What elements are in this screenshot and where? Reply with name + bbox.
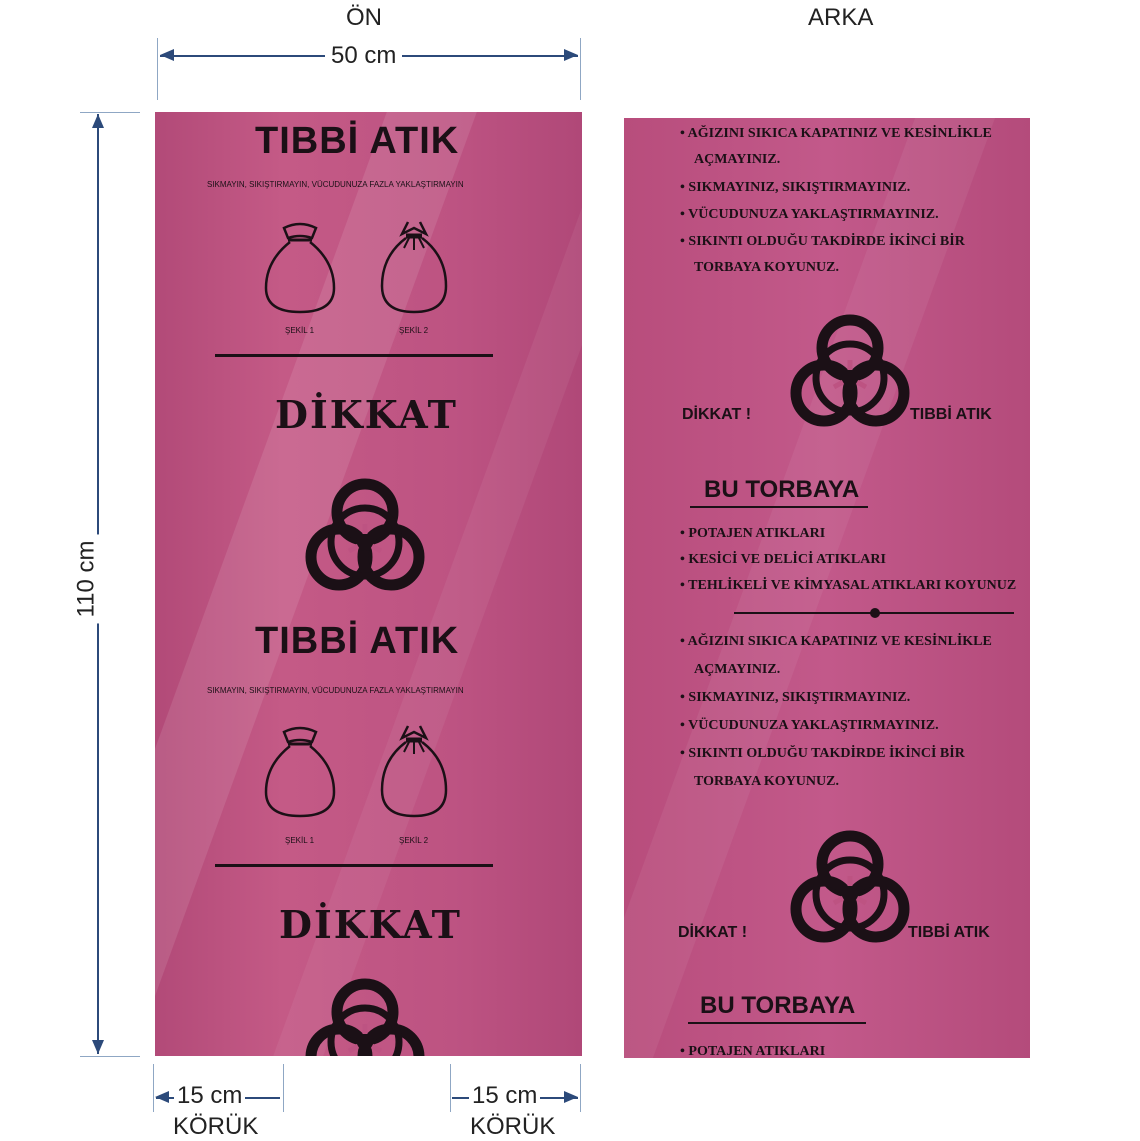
open-sack-icon	[255, 720, 345, 820]
gusset-right-label: 15 cm	[469, 1082, 540, 1110]
height-tick-top	[80, 112, 140, 113]
gusset-left-arrow-icon	[155, 1091, 169, 1103]
back-content: • KESİCİ VE DELİCİ ATIKLARI	[680, 552, 886, 567]
width-tick-left	[157, 38, 158, 100]
back-dikkat: DİKKAT !	[682, 406, 752, 423]
back-instruction: • VÜCUDUNUZA YAKLAŞTIRMAYINIZ.	[680, 718, 939, 733]
width-arrow-left-icon	[160, 49, 174, 61]
open-sack-icon	[255, 216, 345, 316]
front-title-top: TIBBİ ATIK	[255, 120, 460, 162]
biohazard-icon	[780, 824, 920, 954]
front-dikkat-2: DİKKAT	[279, 902, 462, 947]
height-arrow-up-icon	[92, 114, 104, 128]
front-bag	[155, 112, 582, 1056]
gusset-right-arrow-icon	[564, 1091, 578, 1103]
back-underline	[688, 1022, 866, 1024]
gusset-right-tick-b	[580, 1064, 581, 1112]
back-bag	[624, 118, 1030, 1058]
height-arrow-down-icon	[92, 1040, 104, 1054]
tied-sack-icon	[369, 720, 459, 820]
back-instruction: • VÜCUDUNUZA YAKLAŞTIRMAYINIZ.	[680, 207, 939, 222]
back-instruction: • SIKMAYINIZ, SIKIŞTIRMAYINIZ.	[680, 690, 911, 705]
back-instruction: • AĞIZINI SIKICA KAPATINIZ VE KESİNLİKLE	[680, 634, 992, 649]
back-instruction: • SIKINTI OLDUĞU TAKDİRDE İKİNCİ BİR	[680, 234, 965, 249]
gusset-left-tick-a	[153, 1064, 154, 1112]
width-tick-right	[580, 38, 581, 100]
front-sekil-3: ŞEKİL 1	[285, 836, 315, 845]
biohazard-icon	[295, 472, 435, 602]
back-instruction: AÇMAYINIZ.	[694, 662, 781, 677]
height-tick-bottom	[80, 1056, 140, 1057]
back-instruction: • SIKMAYINIZ, SIKIŞTIRMAYINIZ.	[680, 180, 911, 195]
height-label: 110 cm	[72, 535, 100, 624]
front-sekil-2: ŞEKİL 2	[399, 326, 429, 335]
korusk-left-label: KÖRÜK	[173, 1113, 259, 1140]
front-sekil-4: ŞEKİL 2	[399, 836, 429, 845]
back-underline	[690, 506, 868, 508]
front-title-mid: TIBBİ ATIK	[255, 620, 460, 662]
korusk-right-label: KÖRÜK	[470, 1113, 556, 1140]
back-content: • POTAJEN ATIKLARI	[680, 526, 826, 541]
gusset-left-label: 15 cm	[174, 1082, 245, 1110]
back-instruction: TORBAYA KOYUNUZ.	[694, 260, 839, 275]
gusset-left-tick-b	[283, 1064, 284, 1112]
width-arrow-right-icon	[564, 49, 578, 61]
front-divider	[215, 864, 493, 867]
back-tibbi-atik-2: TIBBİ ATIK	[908, 924, 990, 941]
back-bu-torbaya: BU TORBAYA	[704, 476, 860, 503]
front-dikkat-1: DİKKAT	[275, 392, 458, 437]
gusset-right-tick-a	[450, 1064, 451, 1112]
back-instruction: AÇMAYINIZ.	[694, 152, 781, 167]
back-instruction: • AĞIZINI SIKICA KAPATINIZ VE KESİNLİKLE	[680, 126, 992, 141]
front-heading: ÖN	[346, 4, 382, 31]
back-partial-line: • POTAJEN ATIKLARI	[680, 1044, 826, 1058]
back-tibbi-atik: TIBBİ ATIK	[910, 406, 992, 423]
biohazard-icon	[780, 308, 920, 438]
front-sekil-1: ŞEKİL 1	[285, 326, 315, 335]
front-warning-mid: SIKMAYIN, SIKIŞTIRMAYIN, VÜCUDUNUZA FAZLA YAKLAŞTIRMAYIN	[207, 686, 464, 695]
width-label: 50 cm	[325, 42, 402, 70]
back-instruction: TORBAYA KOYUNUZ.	[694, 774, 839, 789]
tied-sack-icon	[369, 216, 459, 316]
front-divider	[215, 354, 493, 357]
biohazard-icon	[295, 972, 435, 1056]
back-bu-torbaya-2: BU TORBAYA	[700, 992, 856, 1019]
divider-dot-icon	[870, 608, 880, 618]
back-instruction: • SIKINTI OLDUĞU TAKDİRDE İKİNCİ BİR	[680, 746, 965, 761]
back-heading: ARKA	[808, 4, 874, 31]
back-content: • TEHLİKELİ VE KİMYASAL ATIKLARI KOYUNUZ	[680, 578, 1017, 593]
front-warning-top: SIKMAYIN, SIKIŞTIRMAYIN, VÜCUDUNUZA FAZLA YAKLAŞTIRMAYIN	[207, 180, 464, 189]
back-dikkat-2: DİKKAT !	[678, 924, 748, 941]
